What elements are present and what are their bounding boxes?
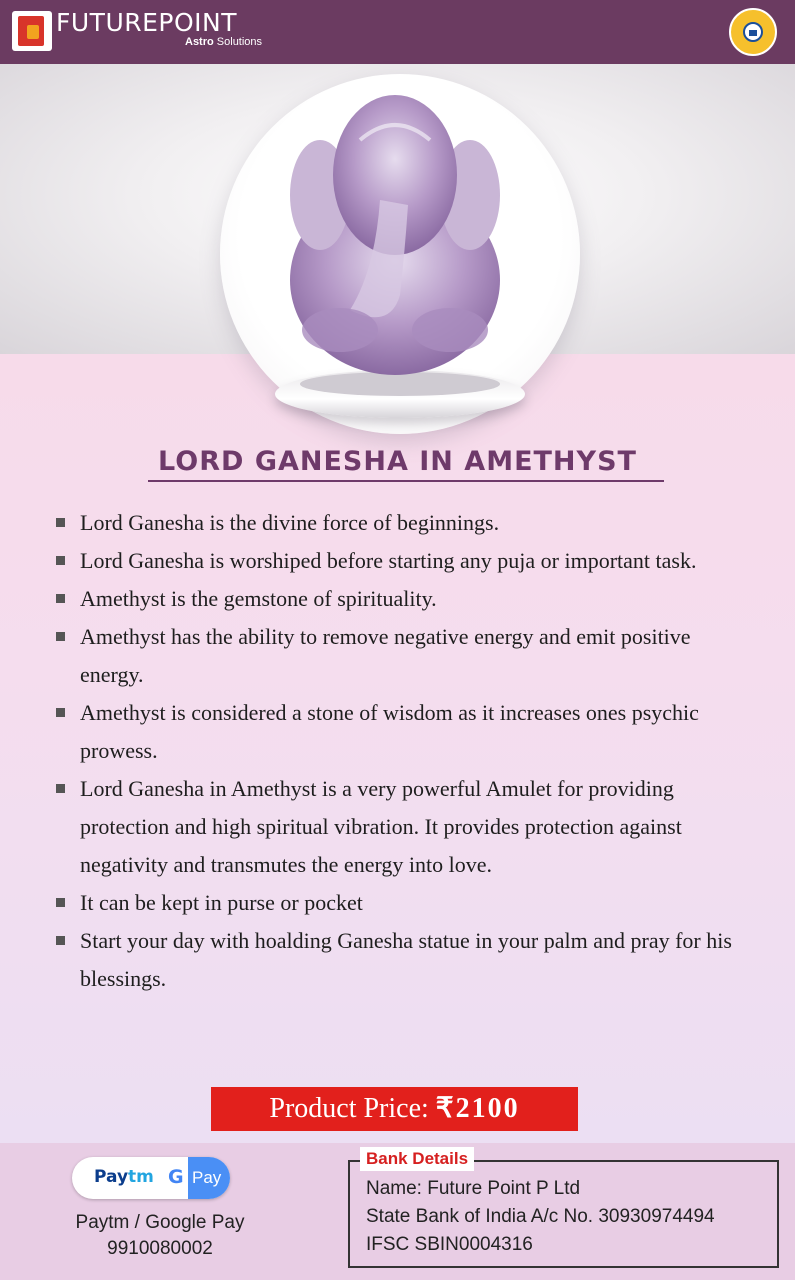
futurepoint-logo-icon [12,11,52,51]
bank-details-lines [366,1175,715,1259]
bank-account-name: Name: Future Point P Ltd [366,1178,581,1199]
product-title: LORD GANESHA IN AMETHYST [158,446,637,477]
list-item: Lord Ganesha is the divine force of beginnings. [56,504,756,542]
amethyst-ganesha-statue [280,80,510,380]
payment-methods: Paytm / Google Pay [75,1212,245,1233]
benefits-list [56,504,756,998]
list-item: It can be kept in purse or pocket [56,884,756,922]
header-bar [0,0,795,64]
payment-number: 9910080002 [107,1238,213,1259]
gpay-label: Pay [188,1157,230,1199]
list-item: Start your day with hoalding Ganesha statue in your palm and pray for his blessings. [56,922,756,998]
list-item: Amethyst has the ability to remove negative energy and emit positive energy. [56,618,756,694]
payment-info [40,1210,280,1262]
price-label: Product Price: [269,1093,429,1124]
price-value: ₹2100 [435,1093,520,1124]
paytm-gpay-logo [72,1157,230,1199]
bank-ifsc: IFSC SBIN0004316 [366,1234,533,1255]
paytm-logo: Paytm [94,1167,154,1187]
title-underline [148,480,664,482]
brand-name: FUTUREPOINT [56,8,238,37]
association-seal-icon [729,8,777,56]
list-item: Lord Ganesha is worshiped before starting any puja or important task. [56,542,756,580]
product-price-banner [211,1087,578,1131]
google-g-icon: G [168,1166,184,1188]
list-item: Amethyst is considered a stone of wisdom as it increases ones psychic prowess. [56,694,756,770]
brand-tagline: Astro Solutions [185,36,263,48]
bank-account-number: State Bank of India A/c No. 30930974494 [366,1206,715,1227]
list-item: Amethyst is the gemstone of spirituality. [56,580,756,618]
list-item: Lord Ganesha in Amethyst is a very powerful Amulet for providing protection and high spiritual vibration. It provides protection against negativity and transmutes the energy into love. [56,770,756,884]
bank-details-title: Bank Details [360,1147,474,1171]
